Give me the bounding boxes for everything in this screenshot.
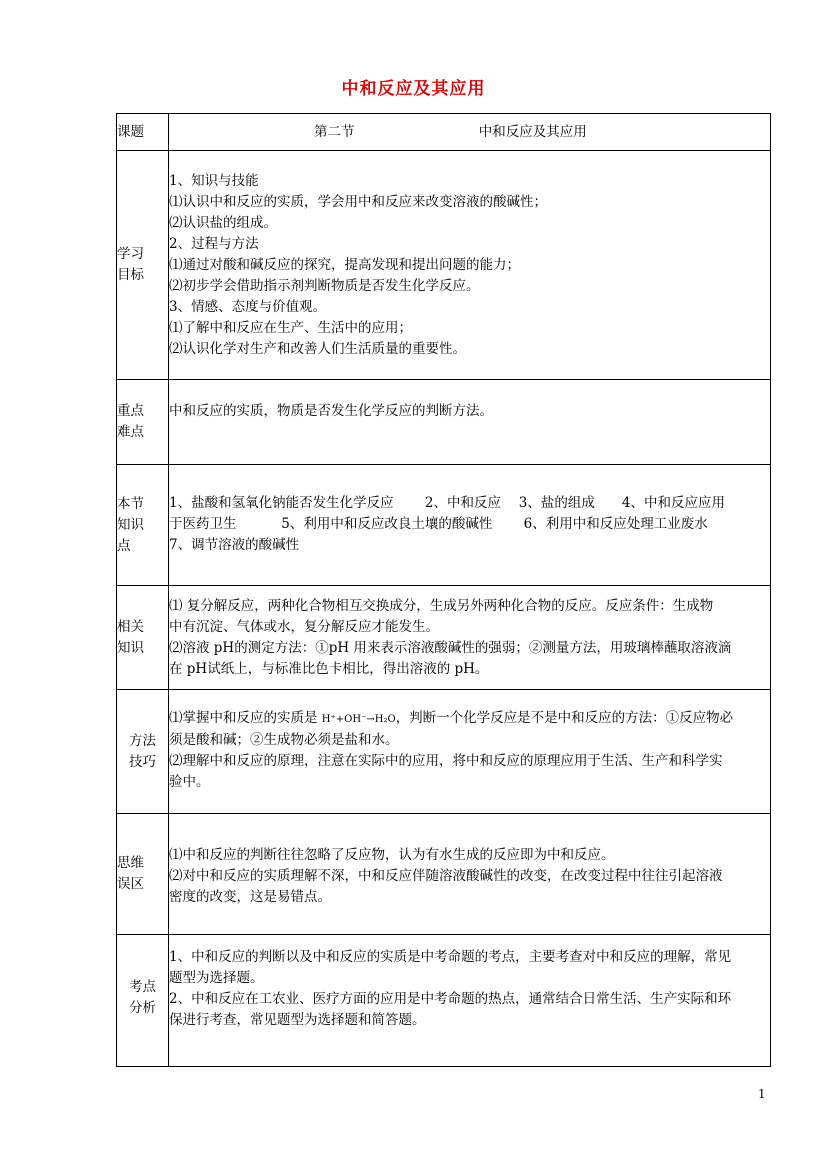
label-misconceptions-line: 思维 bbox=[117, 855, 144, 871]
key-points-text: 中和反应的实质，物质是否发生化学反应的判断方法。 bbox=[169, 403, 493, 419]
related-content bbox=[169, 586, 771, 690]
label-misconceptions bbox=[117, 814, 169, 935]
methods-line: ⑵理解中和反应的原理，注意在实际中的应用，将中和反应的原理应用于生活、生产和科学实 bbox=[169, 753, 723, 769]
row-misconceptions bbox=[117, 814, 771, 935]
topic-content bbox=[169, 114, 771, 151]
row-knowledge-points bbox=[117, 465, 771, 586]
goals-content bbox=[169, 151, 771, 380]
row-related bbox=[117, 586, 771, 690]
methods-line-1-prefix: ⑴掌握中和反应的实质是 bbox=[169, 710, 322, 726]
related-line: ⑵溶液 pH的测定方法：①pH 用来表示溶液酸碱性的强弱；②测量方法，用玻璃棒蘸取溶液滴 bbox=[169, 640, 732, 656]
topic-name: 中和反应及其应用 bbox=[478, 123, 587, 140]
misconception-line: ⑴中和反应的判断往往忽略了反应物，认为有水生成的反应即为中和反应。 bbox=[169, 847, 615, 863]
row-key-points bbox=[117, 380, 771, 465]
misconception-line: 密度的改变，这是易错点。 bbox=[169, 889, 331, 905]
label-methods bbox=[117, 690, 169, 814]
goals-line: ⑵初步学会借助指示剂判断物质是否发生化学反应。 bbox=[169, 277, 480, 294]
goals-line: ⑵认识化学对生产和改善人们生活质量的重要性。 bbox=[169, 340, 466, 357]
goals-line: ⑵认识盐的组成。 bbox=[169, 214, 277, 231]
label-exam-line: 考点 bbox=[129, 979, 156, 995]
methods-line: 验中。 bbox=[169, 774, 210, 790]
label-related-line: 知识 bbox=[117, 639, 144, 656]
page-number: 1 bbox=[758, 1087, 766, 1101]
label-knowledge-line: 知识 bbox=[117, 516, 144, 533]
label-key-points-line: 难点 bbox=[117, 424, 144, 440]
label-goals bbox=[117, 151, 169, 380]
row-methods bbox=[117, 690, 771, 814]
exam-line: 2、中和反应在工农业、医疗方面的应用是中考命题的热点，通常结合日常生活、生产实际和环 bbox=[169, 991, 732, 1007]
row-topic bbox=[117, 114, 771, 151]
label-key-points-line: 重点 bbox=[117, 403, 144, 419]
label-goals-line: 目标 bbox=[117, 267, 144, 283]
label-exam bbox=[117, 935, 169, 1067]
goals-line: 3、情感、态度与价值观。 bbox=[169, 298, 327, 315]
knowledge-points-content bbox=[169, 465, 771, 586]
goals-line: ⑴通过对酸和碱反应的探究，提高发现和提出问题的能力； bbox=[169, 256, 520, 273]
goals-line: ⑴认识中和反应的实质，学会用中和反应来改变溶液的酸碱性； bbox=[169, 193, 547, 210]
label-related-line: 相关 bbox=[117, 618, 144, 635]
goals-line: 1、知识与技能 bbox=[169, 172, 259, 189]
misconception-line: ⑵对中和反应的实质理解不深，中和反应伴随溶液酸碱性的改变，在改变过程中往往引起溶液 bbox=[169, 868, 723, 884]
label-knowledge-line: 点 bbox=[117, 537, 131, 554]
knowledge-line: 于医药卫生 5、利用中和反应改良土壤的酸碱性 6、利用中和反应处理工业废水 bbox=[169, 516, 708, 532]
methods-content bbox=[169, 690, 771, 814]
knowledge-line: 7、调节溶液的酸碱性 bbox=[169, 537, 300, 553]
neutralization-equation: H⁺+OH⁻→H₂O bbox=[321, 714, 396, 725]
label-methods-line: 技巧 bbox=[129, 753, 156, 770]
label-goals-line: 学习 bbox=[117, 246, 144, 262]
label-key-points bbox=[117, 380, 169, 465]
related-line: 在 pH试纸上，与标准比色卡相比，得出溶液的 pH。 bbox=[169, 661, 489, 677]
key-points-content bbox=[169, 380, 771, 465]
document-title: 中和反应及其应用 bbox=[341, 79, 486, 99]
exam-content bbox=[169, 935, 771, 1067]
label-related bbox=[117, 586, 169, 690]
methods-line-1 bbox=[169, 708, 770, 730]
label-misconceptions-line: 误区 bbox=[117, 876, 144, 892]
label-topic-text: 课题 bbox=[117, 123, 144, 140]
topic-section: 第二节 bbox=[314, 123, 355, 140]
label-knowledge-line: 本节 bbox=[117, 495, 144, 512]
related-line: 中有沉淀、气体或水，复分解反应才能发生。 bbox=[169, 619, 439, 635]
related-line: ⑴ 复分解反应，两种化合物相互交换成分，生成另外两种化合物的反应。反应条件：生成物 bbox=[169, 598, 714, 614]
row-exam bbox=[117, 935, 771, 1067]
misconceptions-content bbox=[169, 814, 771, 935]
lesson-plan-table bbox=[116, 113, 771, 1067]
knowledge-line: 1、盐酸和氢氧化钠能否发生化学反应 2、中和反应 3、盐的组成 4、中和反应应用 bbox=[169, 495, 725, 511]
label-exam-line: 分析 bbox=[129, 1000, 156, 1016]
exam-line: 题型为选择题。 bbox=[169, 970, 264, 986]
row-goals bbox=[117, 151, 771, 380]
goals-line: ⑴了解中和反应在生产、生活中的应用； bbox=[169, 319, 412, 336]
methods-line-1-suffix: ，判断一个化学反应是不是中和反应的方法：①反应物必 bbox=[395, 710, 734, 726]
goals-line: 2、过程与方法 bbox=[169, 235, 259, 252]
label-methods-line: 方法 bbox=[129, 732, 156, 749]
exam-line: 1、中和反应的判断以及中和反应的实质是中考命题的考点，主要考查对中和反应的理解，常见 bbox=[169, 949, 732, 965]
exam-line: 保进行考查，常见题型为选择题和简答题。 bbox=[169, 1012, 426, 1028]
label-topic bbox=[117, 114, 169, 151]
label-knowledge-points bbox=[117, 465, 169, 586]
methods-line: 须是酸和碱；②生成物必须是盐和水。 bbox=[169, 732, 399, 748]
